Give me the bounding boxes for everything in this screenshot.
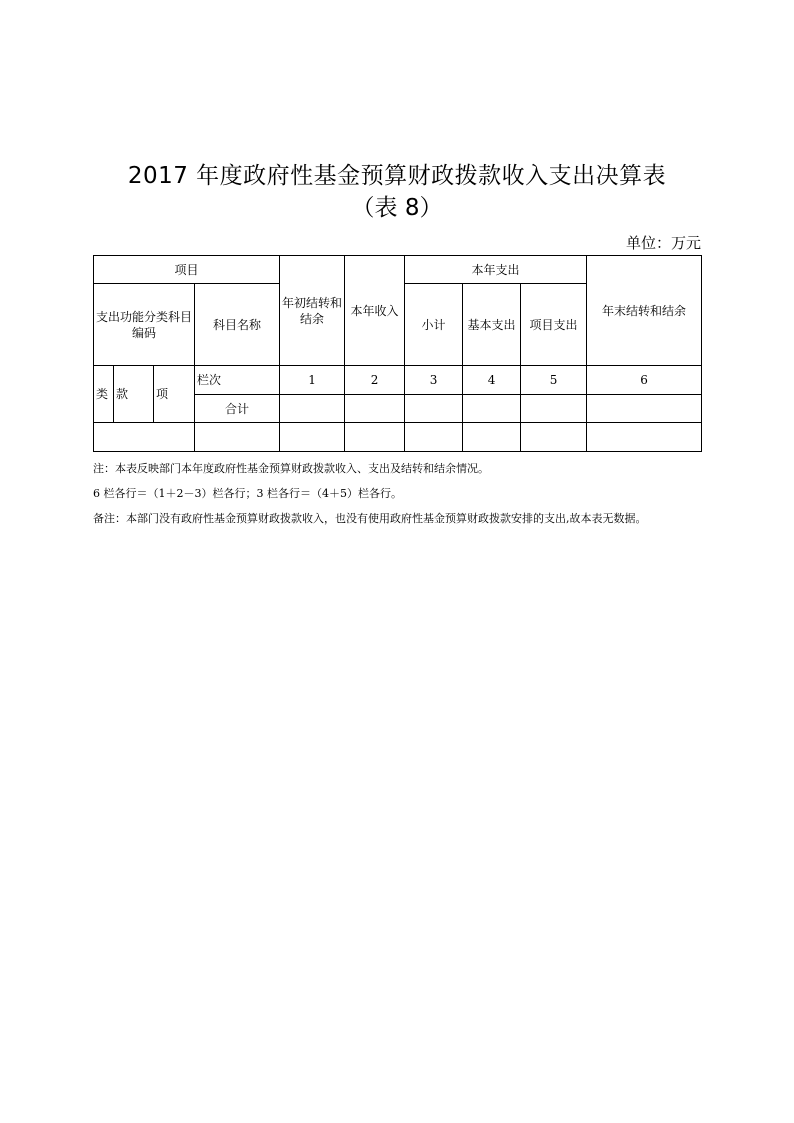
- total-label: 合计: [195, 395, 280, 423]
- empty-row: [94, 423, 702, 452]
- unit-label: 单位：万元: [625, 234, 701, 252]
- empty-cell: [521, 423, 587, 452]
- row-kuan-label: 款: [114, 366, 154, 423]
- column-number-1: 1: [280, 366, 345, 395]
- document-title: 2017 年度政府性基金预算财政拨款收入支出决算表: [127, 163, 667, 189]
- empty-cell: [94, 423, 195, 452]
- empty-cell: [463, 423, 521, 452]
- notes-section: [93, 456, 713, 531]
- note-3: 备注：本部门没有政府性基金预算财政拨款收入，也没有使用政府性基金预算财政拨款安排的支出,故本表无数据。: [93, 512, 647, 525]
- empty-cell: [405, 423, 463, 452]
- total-cell: [587, 395, 702, 423]
- header-row-1: [94, 256, 702, 284]
- header-start-balance: 年初结转和结余: [280, 256, 345, 366]
- column-number-4: 4: [463, 366, 521, 395]
- total-cell: [521, 395, 587, 423]
- empty-cell: [280, 423, 345, 452]
- column-number-6: 6: [587, 366, 702, 395]
- header-expense: 本年支出: [405, 256, 587, 284]
- total-cell: [463, 395, 521, 423]
- header-end-balance: 年末结转和结余: [587, 256, 702, 366]
- total-cell: [405, 395, 463, 423]
- column-number-2: 2: [345, 366, 405, 395]
- header-project-expense: 项目支出: [521, 284, 587, 366]
- column-number-3: 3: [405, 366, 463, 395]
- header-subtotal: 小计: [405, 284, 463, 366]
- header-basic-expense: 基本支出: [463, 284, 521, 366]
- empty-cell: [345, 423, 405, 452]
- column-index-label: 栏次: [195, 366, 280, 395]
- document-subtitle: （表 8）: [351, 195, 443, 221]
- row-xiang-label: 项: [154, 366, 195, 423]
- empty-cell: [195, 423, 280, 452]
- header-project: 项目: [94, 256, 280, 284]
- column-number-5: 5: [521, 366, 587, 395]
- note-1: 注：本表反映部门本年度政府性基金预算财政拨款收入、支出及结转和结余情况。: [93, 462, 489, 475]
- header-income: 本年收入: [345, 256, 405, 366]
- empty-cell: [587, 423, 702, 452]
- total-cell: [280, 395, 345, 423]
- header-subject-name: 科目名称: [195, 284, 280, 366]
- total-cell: [345, 395, 405, 423]
- budget-table: [93, 255, 702, 452]
- row-class-label: 类: [94, 366, 114, 423]
- header-func-code: 支出功能分类科目编码: [94, 284, 195, 366]
- note-2: 6 栏各行＝（1＋2－3）栏各行；3 栏各行＝（4＋5）栏各行。: [93, 487, 402, 500]
- column-index-row: [94, 366, 702, 395]
